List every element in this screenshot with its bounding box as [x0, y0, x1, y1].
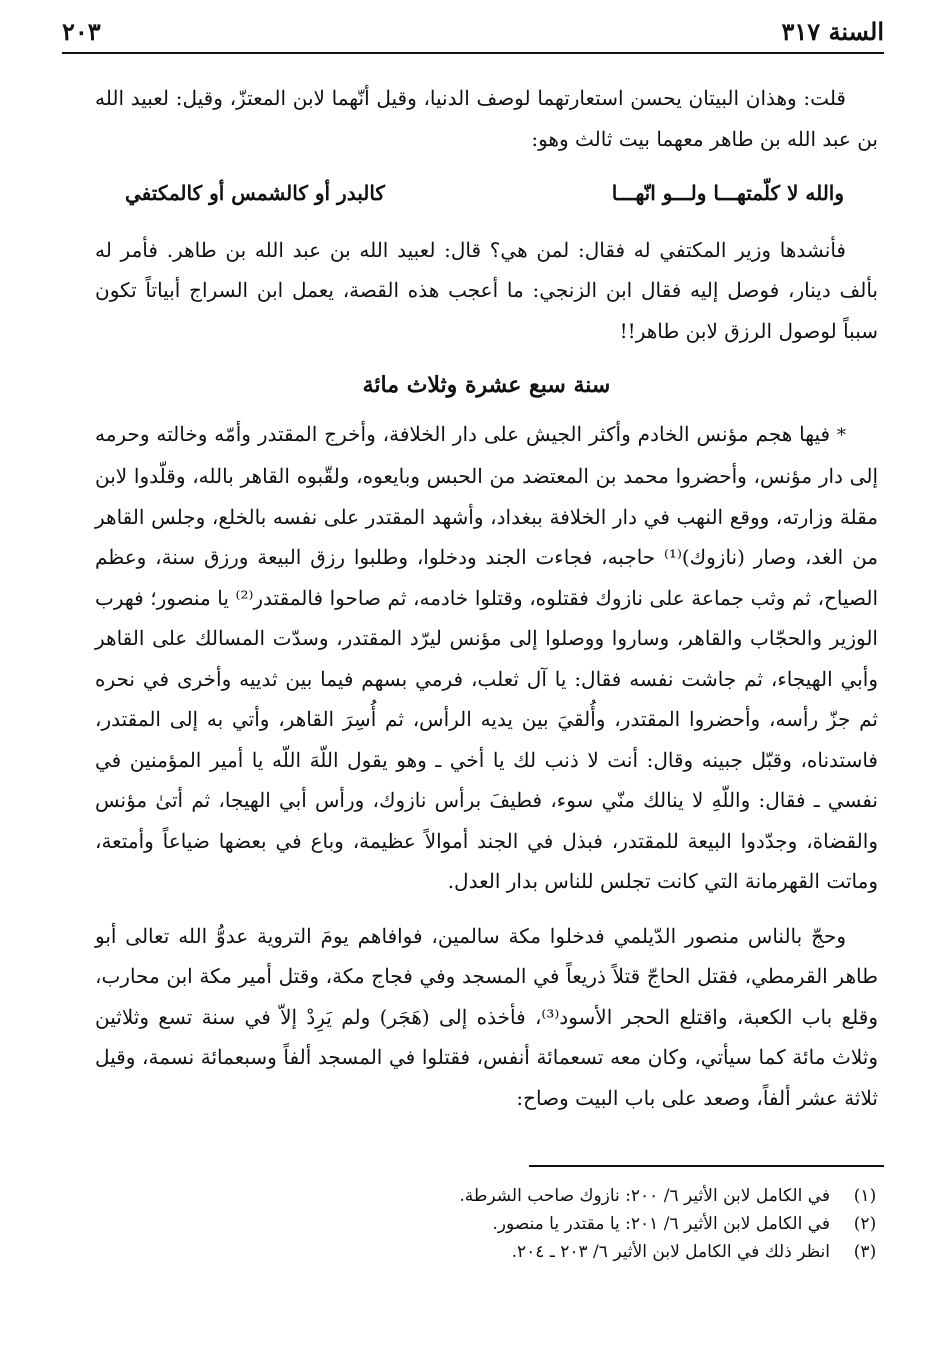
- footnote-2: [100, 1210, 882, 1238]
- paragraph-1: قلت: وهذان البيتان يحسن استعارتهما لوصف الدنيا، وقيل أنّهما لابن المعتزّ، وقيل: لعبيد الله بن عبد الله بن طاهر معهما بيت ثالث وهو:: [95, 86, 878, 151]
- paragraph-4: وحجّ بالناس منصور الدّيلمي فدخلوا مكة سالمين، فوافاهم يومَ التروية عدوُّ الله تعالى أبو طاهر القرمطي، فقتل الحاجّ قتلاً ذريعاً في المسجد وفي فجاج مكة، وقتل أمير مكة ابن محارب، وقلع باب الكعبة، واقتلع الحجر الأسود⁽³⁾، فأخذه إلى (هَجَر) ولم يَرِدْ إلاّ في سنة تسع وثلاثين وثلاث مائة كما سيأتي، وكان معه تسعمائة أنفس، فقتلوا في المسجد ألفاً وسبعمائة نسمة، وقيل ثلاثة عشر ألفاً، وصعد على باب البيت وصاح:: [95, 923, 879, 1110]
- running-title: السنة ٣١٧: [781, 17, 884, 46]
- page-number: ٢٠٣: [62, 17, 101, 46]
- footnote-number: (٣): [853, 1242, 877, 1262]
- footnote-text: في الكامل لابن الأثير ٦/ ٢٠٠: نازوك صاحب الشرطة.: [459, 1186, 830, 1206]
- star-icon: *: [837, 424, 846, 446]
- footnote-number: (١): [853, 1186, 877, 1206]
- paragraph-3-text: فيها هجم مؤنس الخادم وأكثر الجيش على دار الخلافة، وأخرج المقتدر وأمّه وخالته وحرمه إلى دار مؤنس، وأحضروا محمد بن المعتضد من الحبس وبايعوه، ولقّبوه القاهر بالله، وقلّدوا لابن مقلة وزارته، ووقع النهب في دار الخلافة ببغداد، وأشهد المقتدر على نفسه بالخلع، وجلس القاهر من الغد، وصار (نازوك)⁽¹⁾ حاجبه، فجاءت الجند ودخلوا، وطلبوا رزق البيعة ورزق سنة، وعظم الصياح، ثم وثب جماعة على نازوك فقتلوه، وقتلوا خادمه، ثم صاحوا فالمقتدر⁽²⁾ يا منصور؛ فهرب الوزير والحجّاب والقاهر، وساروا ووصلوا إلى مؤنس ليرّد المقتدر، وسدّت المسالك على القاهر وأبي الهيجاء، ثم جاشت نفسه فقال: يا آل ثعلب، فرمي بسهم فيما بين ثدييه وأخرى في نحره ثم جزّ رأسه، وأحضروا المقتدر، وأُلقيَ بين يديه الرأس، ثم أُسِرَ القاهر، وأتي به إلى المقتدر، فاستدناه، وقبّل جبينه وقال: أنت لا ذنب لك يا أخي ـ وهو يقول اللّهَ اللّه يا أمير المؤمنين في نفسي ـ فقال: واللّهِ لا ينالك منّي سوء، فطيفَ برأس نازوك، ورأس أبي الهيجا، ثم أتىٰ مؤنس والقضاة، وجدّدوا البيعة للمقتدر، فبذل في الجند أموالاً عظيمة، وباع في بعضها ضياعاً وأمتعة، وماتت القهرمانة التي كانت تجلس للناس بدار العدل.: [95, 421, 879, 893]
- footnotes: [100, 1182, 882, 1266]
- main-text: [95, 78, 878, 1132]
- verse-second-hemistich: كالبدر أو كالشمس أو كالمكتفي: [125, 181, 385, 205]
- page-header: [62, 10, 884, 54]
- section-heading: سنة سبع عشرة وثلاث مائة: [362, 372, 611, 398]
- paragraph-3: [95, 414, 878, 902]
- verse-first-hemistich: والله لا كلّمتهـــا ولـــو انّهـــا: [611, 181, 844, 205]
- footnote-text: انظر ذلك في الكامل لابن الأثير ٦/ ٢٠٣ ـ ٢٠٤.: [511, 1242, 830, 1262]
- paragraph-2: فأنشدها وزير المكتفي له فقال: لمن هي؟ قال: لعبيد الله بن عبد الله بن طاهر. فأمر له بألف دينار، فوصل إليه فقال ابن الزنجي: ما أعجب هذه القصة، يعمل ابن السراج أبياتاً تكون سبباً لوصول الرزق لابن طاهر!!: [95, 237, 878, 343]
- footnote-divider: [529, 1165, 884, 1167]
- poem-verse: [95, 173, 878, 214]
- footnote-text: في الكامل لابن الأثير ٦/ ٢٠١: يا مقتدر يا منصور.: [492, 1214, 830, 1234]
- footnote-1: [100, 1182, 882, 1210]
- footnote-number: (٢): [853, 1214, 877, 1234]
- footnote-3: [100, 1238, 882, 1266]
